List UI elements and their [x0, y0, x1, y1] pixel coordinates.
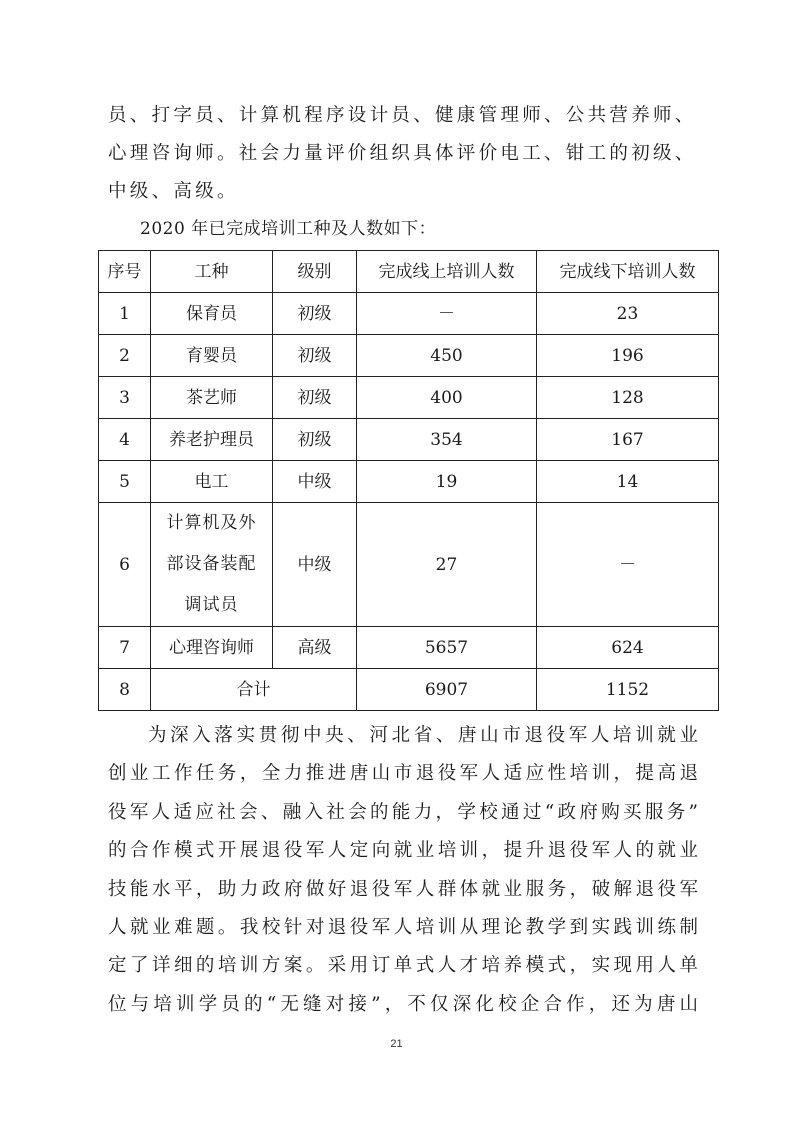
- cell-no: 6: [99, 503, 151, 627]
- cell-level: 中级: [273, 503, 357, 627]
- cell-type: 心理咨询师: [151, 627, 273, 669]
- cell-no: 4: [99, 419, 151, 461]
- table-row: [99, 627, 719, 669]
- cell-online: 5657: [357, 627, 537, 669]
- cell-type: 保育员: [151, 293, 273, 335]
- cell-type: 茶艺师: [151, 377, 273, 419]
- header-cell-level: 级别: [273, 251, 357, 293]
- header-cell-type: 工种: [151, 251, 273, 293]
- training-table: [98, 250, 719, 711]
- cell-type: 育婴员: [151, 335, 273, 377]
- body-line: 定了详细的培训方案。采用订单式人才培养模式，实现用人单: [108, 955, 698, 977]
- body-line: 役军人适应社会、融入社会的能力，学校通过“政府购买服务”: [108, 801, 698, 823]
- cell-total-label: 合计: [151, 669, 357, 711]
- cell-online-total: 6907: [357, 669, 537, 711]
- body-paragraph: [108, 717, 698, 1024]
- cell-online: 19: [357, 461, 537, 503]
- cell-offline-total: 1152: [537, 669, 719, 711]
- table-row: [99, 293, 719, 335]
- body-line: 人就业难题。我校针对退役军人培训从理论教学到实践训练制: [108, 916, 698, 938]
- page-number: 21: [390, 1038, 403, 1050]
- cell-offline: 14: [537, 461, 719, 503]
- cell-online: －: [357, 293, 537, 335]
- table-total-row: [99, 669, 719, 711]
- cell-level: 初级: [273, 335, 357, 377]
- cell-level: 高级: [273, 627, 357, 669]
- cell-level: 初级: [273, 293, 357, 335]
- body-line: 创业工作任务，全力推进唐山市退役军人适应性培训，提高退: [108, 763, 698, 785]
- cell-type-line: 调试员: [184, 595, 239, 615]
- cell-type: [151, 503, 273, 627]
- cell-level: 初级: [273, 419, 357, 461]
- cell-no: 5: [99, 461, 151, 503]
- header-cell-no: 序号: [99, 251, 151, 293]
- intro-line: 员、打字员、计算机程序设计员、健康管理师、公共营养师、: [108, 105, 697, 126]
- cell-offline: 23: [537, 293, 719, 335]
- cell-online: 354: [357, 419, 537, 461]
- intro-paragraph: [108, 97, 698, 211]
- table-caption: 2020 年已完成培训工种及人数如下：: [140, 219, 437, 239]
- cell-no: 2: [99, 335, 151, 377]
- table-row: [99, 335, 719, 377]
- cell-type: 电工: [151, 461, 273, 503]
- table-row: [99, 419, 719, 461]
- table-header-row: [99, 251, 719, 293]
- body-line: 技能水平，助力政府做好退役军人群体就业服务，破解退役军: [108, 878, 698, 900]
- cell-no: 1: [99, 293, 151, 335]
- table-row: [99, 461, 719, 503]
- cell-offline: 196: [537, 335, 719, 377]
- body-line: 的合作模式开展退役军人定向就业培训，提升退役军人的就业: [108, 840, 698, 862]
- cell-type-line: 计算机及外: [166, 513, 257, 533]
- cell-online: 450: [357, 335, 537, 377]
- header-cell-offline: 完成线下培训人数: [537, 251, 719, 293]
- intro-line: 中级、高级。: [108, 181, 239, 202]
- body-line: 为深入落实贯彻中央、河北省、唐山市退役军人培训就业: [148, 725, 698, 746]
- cell-offline: 128: [537, 377, 719, 419]
- body-line: 位与培训学员的“无缝对接”，不仅深化校企合作，还为唐山: [108, 993, 698, 1015]
- cell-offline: 624: [537, 627, 719, 669]
- header-cell-online: 完成线上培训人数: [357, 251, 537, 293]
- cell-no: 7: [99, 627, 151, 669]
- cell-online: 400: [357, 377, 537, 419]
- cell-online: 27: [357, 503, 537, 627]
- cell-level: 初级: [273, 377, 357, 419]
- cell-offline: 167: [537, 419, 719, 461]
- cell-type-line: 部设备装配: [166, 554, 257, 574]
- table-row: [99, 503, 719, 627]
- cell-no: 8: [99, 669, 151, 711]
- cell-offline: －: [537, 503, 719, 627]
- cell-type: 养老护理员: [151, 419, 273, 461]
- cell-no: 3: [99, 377, 151, 419]
- intro-line: 心理咨询师。社会力量评价组织具体评价电工、钳工的初级、: [108, 143, 697, 164]
- cell-level: 中级: [273, 461, 357, 503]
- table-row: [99, 377, 719, 419]
